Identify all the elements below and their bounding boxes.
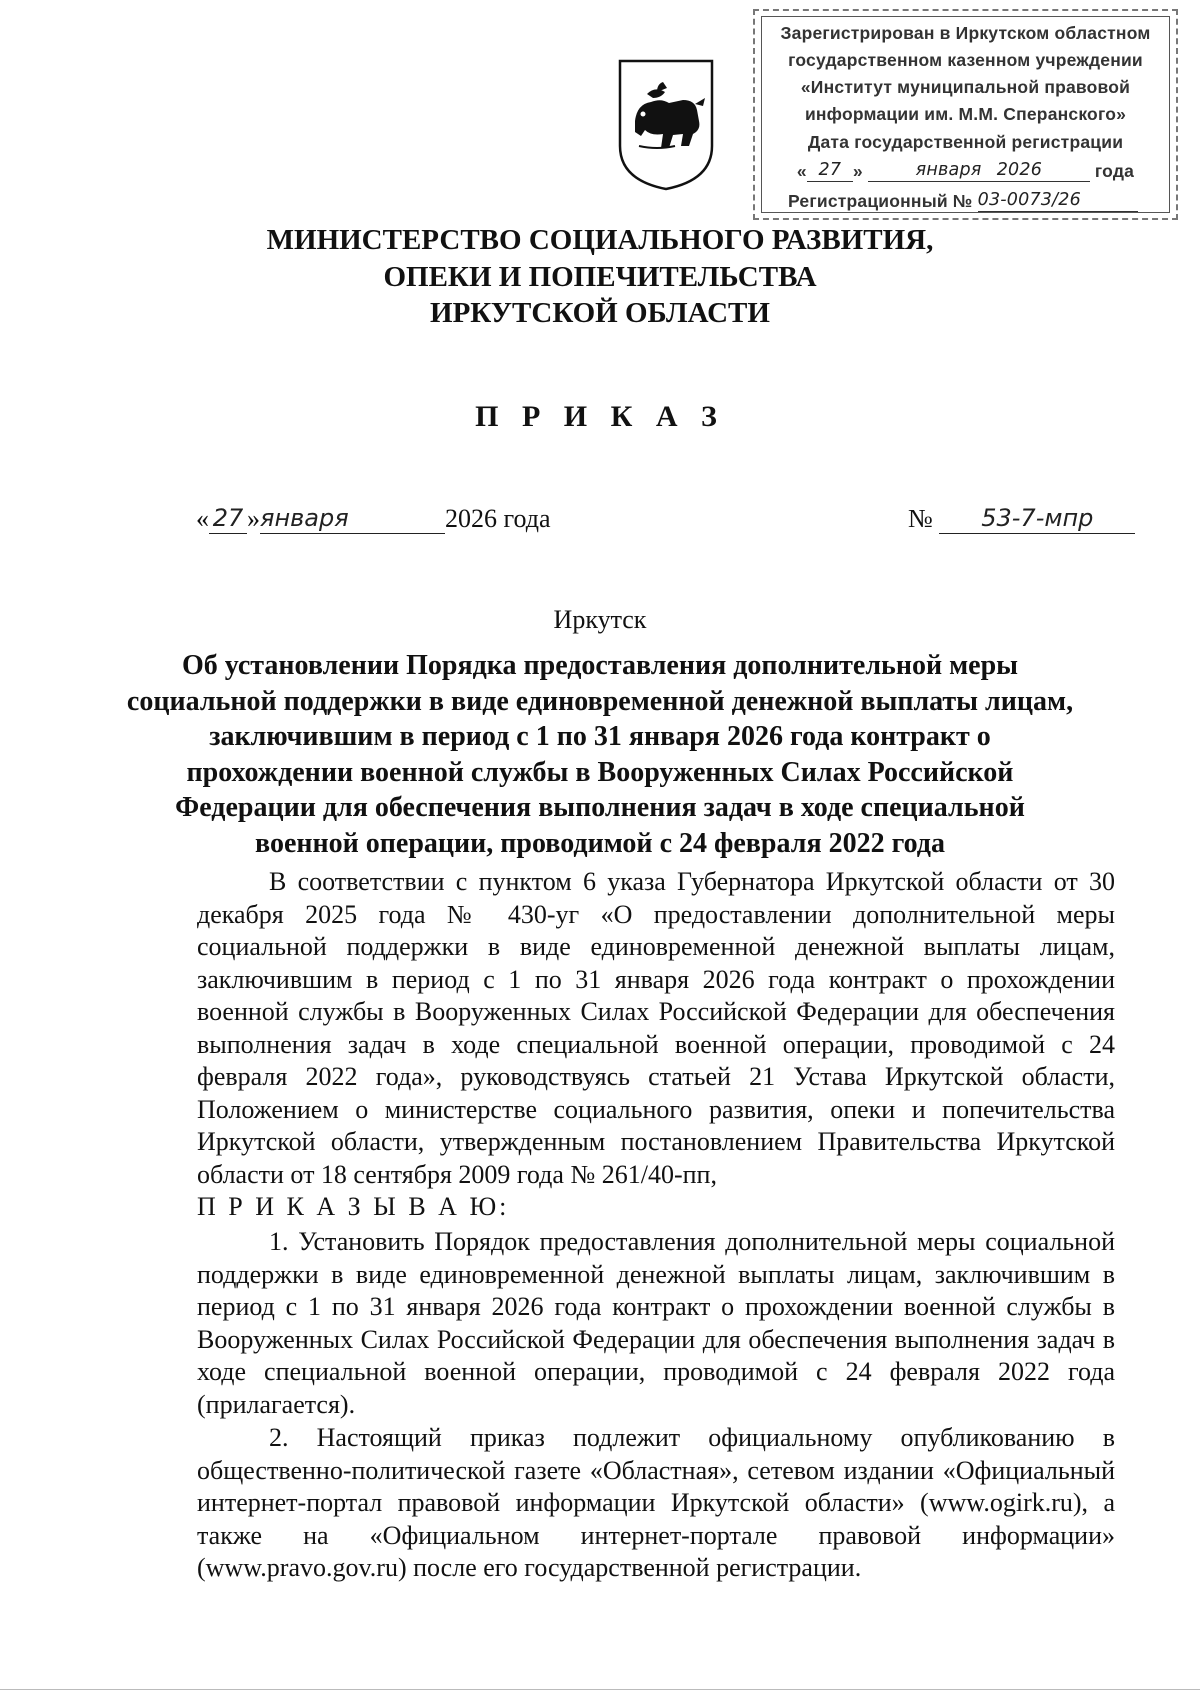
order-subject — [0, 648, 1200, 861]
preamble-paragraph: В соответствии с пунктом 6 указа Губернатора Иркутской области от 30 декабря 2025 года № 430-уг «О предоставлении дополнительной меры социальной поддержки в виде единовременной денежной выплаты лицам, заключившим в период с 1 по 31 января 2026 года контракт о прохождении военной службы в Вооруженных Силах Российской Федерации для обеспечения выполнения задач в ходе специальной военной операции, проводимой с 24 февраля 2022 года», руководствуясь статьей 21 Устава Иркутской области, Положением о министерстве социального развития, опеки и попечительства Иркутской области, утвержденным постановлением Правительства Иркутской области от 18 сентября 2009 года № 261/40-пп, — [197, 867, 1115, 1189]
stamp-date-row: « 27 » января 2026 года — [796, 160, 1135, 181]
city: Иркутск — [553, 605, 647, 634]
subject-line: Федерации для обеспечения выполнения задач в ходе специальной — [175, 792, 1025, 823]
stamp-reg-label: Регистрационный № — [788, 191, 973, 211]
order-number-value: 53-7-мпр — [981, 504, 1094, 532]
order-number — [908, 503, 1135, 534]
decree-word: П Р И К А З Ы В А Ю: — [197, 1192, 510, 1221]
coat-of-arms-emblem — [617, 58, 715, 192]
subject-line: Об установлении Порядка предоставления дополнительной меры — [181, 650, 1019, 681]
subject-line: социальной поддержки в виде единовременной денежной выплаты лицам, — [126, 685, 1074, 717]
stamp-line-5: Дата государственной регистрации — [807, 132, 1124, 152]
stamp-reg-number: 03-0073/26 — [977, 190, 1081, 210]
stamp-line-1: Зарегистрирован в Иркутском областном — [780, 23, 1151, 43]
stamp-line-3: «Институт муниципальной правовой — [800, 77, 1131, 97]
stamp-line-4: информации им. М.М. Сперанского» — [804, 104, 1127, 124]
subject-line: заключившим в период с 1 по 31 января 2026 года контракт о — [209, 721, 991, 752]
ministry-title-line-2: ОПЕКИ И ПОПЕЧИТЕЛЬСТВА — [383, 261, 817, 293]
stamp-day: 27 — [818, 160, 842, 180]
order-day: 27 — [212, 504, 244, 532]
order-date — [196, 503, 551, 534]
ministry-title-line-3: ИРКУТСКОЙ ОБЛАСТИ — [430, 297, 770, 329]
order-item-2: 2. Настоящий приказ подлежит официальному опубликованию в общественно-политической газете «Областная», сетевом издании «Официальный интернет-портал правовой информации Иркутской области» (www.ogirk.ru), а также на «Официальном интернет-портале правовой информации» (www.pravo.gov.ru) после его государственной регистрации. — [197, 1423, 1115, 1582]
date-close-quote: » — [247, 504, 260, 533]
page-bottom-divider — [0, 1689, 1200, 1690]
document-type-title: П Р И К А З — [475, 400, 725, 433]
date-open-quote: « — [196, 504, 209, 533]
order-number-label: № — [908, 504, 933, 533]
stamp-year: 2026 — [996, 160, 1043, 180]
stamp-frame — [761, 16, 1170, 213]
stamp-reg-row — [762, 189, 1169, 212]
subject-line: прохождении военной службы в Вооруженных Силах Российской — [186, 756, 1014, 788]
order-year: 2026 года — [445, 504, 551, 533]
order-month: января — [260, 504, 349, 532]
stamp-month: января — [915, 160, 982, 180]
stamp-year-suffix: года — [1094, 161, 1135, 181]
registration-stamp — [753, 9, 1178, 220]
ministry-title-line-1: МИНИСТЕРСТВО СОЦИАЛЬНОГО РАЗВИТИЯ, — [266, 224, 934, 256]
order-item-1: 1. Установить Порядок предоставления дополнительной меры социальной поддержки в виде единовременной денежной выплаты лицам, заключившим в период с 1 по 31 января 2026 года контракт о прохождении военной службы в Вооруженных Силах Российской Федерации для обеспечения выполнения задач в ходе специальной военной операции, проводимой с 24 февраля 2022 года (прилагается). — [197, 1227, 1115, 1419]
subject-line: военной операции, проводимой с 24 февраля 2022 года — [255, 827, 945, 859]
stamp-line-2: государственном казенном учреждении — [788, 50, 1143, 70]
